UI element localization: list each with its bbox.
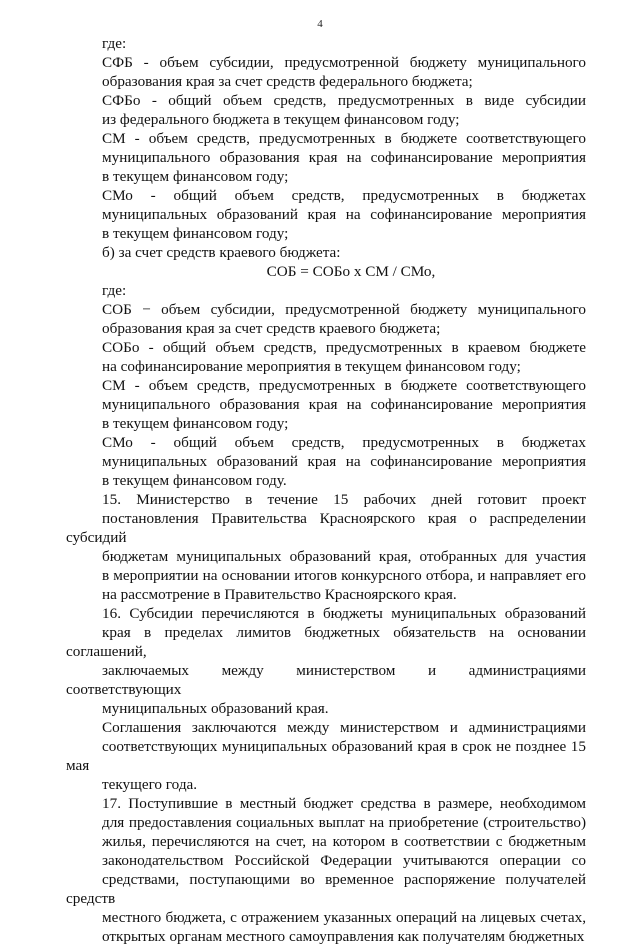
- text-line: местного бюджета, с отражением указанных операций на лицевых счетах,: [102, 909, 586, 926]
- text-line: СМ - объем средств, предусмотренных в бюджете соответствующего: [102, 377, 586, 394]
- text-line: открытых органам местного самоуправления как получателям бюджетных: [102, 928, 585, 945]
- text-line: СФБ - объем субсидии, предусмотренной бюджету муниципального: [102, 54, 586, 71]
- paragraph: [66, 186, 586, 243]
- text-line: на софинансирование мероприятия в текущем финансовом году;: [102, 358, 521, 375]
- paragraph: [66, 718, 586, 794]
- text-line: муниципальных образований края на софинансирование мероприятия: [102, 453, 586, 470]
- paragraph: [66, 338, 586, 376]
- text-line: на рассмотрение в Правительство Красноярского края.: [102, 586, 457, 603]
- text-line: 15. Министерство в течение 15 рабочих дней готовит проект: [102, 491, 586, 508]
- text-line: СФБо - общий объем средств, предусмотренных в виде субсидии: [102, 92, 586, 109]
- text-line: муниципальных образований края.: [102, 700, 329, 717]
- text-line: текущего года.: [102, 776, 198, 793]
- paragraph: [66, 604, 586, 718]
- paragraph: [66, 129, 586, 186]
- paragraph: [66, 243, 586, 262]
- paragraph: [66, 300, 586, 338]
- text-line: СОБ = СОБо x СМ / СМо,: [266, 263, 436, 280]
- text-line: образования края за счет средств федерального бюджета;: [102, 73, 473, 90]
- paragraph: [66, 376, 586, 433]
- text-line: СОБ − объем субсидии, предусмотренной бюджету муниципального: [102, 301, 586, 318]
- text-line: 17. Поступившие в местный бюджет средства в размере, необходимом: [102, 795, 586, 812]
- text-line: б) за счет средств краевого бюджета:: [102, 244, 341, 261]
- paragraph: [66, 34, 586, 53]
- text-line: СМо - общий объем средств, предусмотренных в бюджетах: [102, 187, 586, 204]
- paragraph: [66, 281, 586, 300]
- text-line: бюджетам муниципальных образований края, отобранных для участия: [102, 548, 586, 565]
- paragraph: [66, 794, 586, 946]
- text-line: из федерального бюджета в текущем финансовом году;: [102, 111, 460, 128]
- text-line: СМо - общий объем средств, предусмотренных в бюджетах: [102, 434, 586, 451]
- text-line: края в пределах лимитов бюджетных обязательств на основании соглашений,: [66, 624, 586, 660]
- paragraph: [66, 433, 586, 490]
- paragraph: [66, 53, 586, 91]
- text-line: в текущем финансовом году;: [102, 168, 289, 185]
- text-line: для предоставления социальных выплат на приобретение (строительство): [102, 814, 586, 831]
- document-body: [66, 34, 586, 946]
- text-line: 16. Субсидии перечисляются в бюджеты муниципальных образований: [102, 605, 586, 622]
- paragraph: [66, 490, 586, 604]
- paragraph: [66, 262, 586, 281]
- text-line: постановления Правительства Красноярского края о распределении субсидий: [66, 510, 586, 546]
- text-line: в текущем финансовом году.: [102, 472, 287, 489]
- text-line: муниципальных образований края на софинансирование мероприятия: [102, 206, 586, 223]
- text-line: в текущем финансовом году;: [102, 225, 289, 242]
- text-line: жилья, перечисляются на счет, на котором в соответствии с бюджетным: [102, 833, 586, 850]
- page-number: 4: [317, 18, 323, 30]
- text-line: муниципального образования края на софинансирование мероприятия: [102, 149, 586, 166]
- text-line: в мероприятии на основании итогов конкурсного отбора, и направляет его: [102, 567, 586, 584]
- text-line: где:: [102, 282, 127, 299]
- text-line: Соглашения заключаются между министерством и администрациями: [102, 719, 586, 736]
- text-line: образования края за счет средств краевого бюджета;: [102, 320, 441, 337]
- text-line: заключаемых между министерством и администрациями соответствующих: [66, 662, 586, 698]
- text-line: законодательством Российской Федерации учитываются операции со: [102, 852, 586, 869]
- text-line: в текущем финансовом году;: [102, 415, 289, 432]
- text-line: где:: [102, 35, 127, 52]
- text-line: СОБо - общий объем средств, предусмотренных в краевом бюджете: [102, 339, 586, 356]
- text-line: муниципального образования края на софинансирование мероприятия: [102, 396, 586, 413]
- text-line: СМ - объем средств, предусмотренных в бюджете соответствующего: [102, 130, 586, 147]
- text-line: соответствующих муниципальных образований края в срок не позднее 15 мая: [66, 738, 586, 774]
- text-line: средствами, поступающими во временное распоряжение получателей средств: [66, 871, 586, 907]
- paragraph: [66, 91, 586, 129]
